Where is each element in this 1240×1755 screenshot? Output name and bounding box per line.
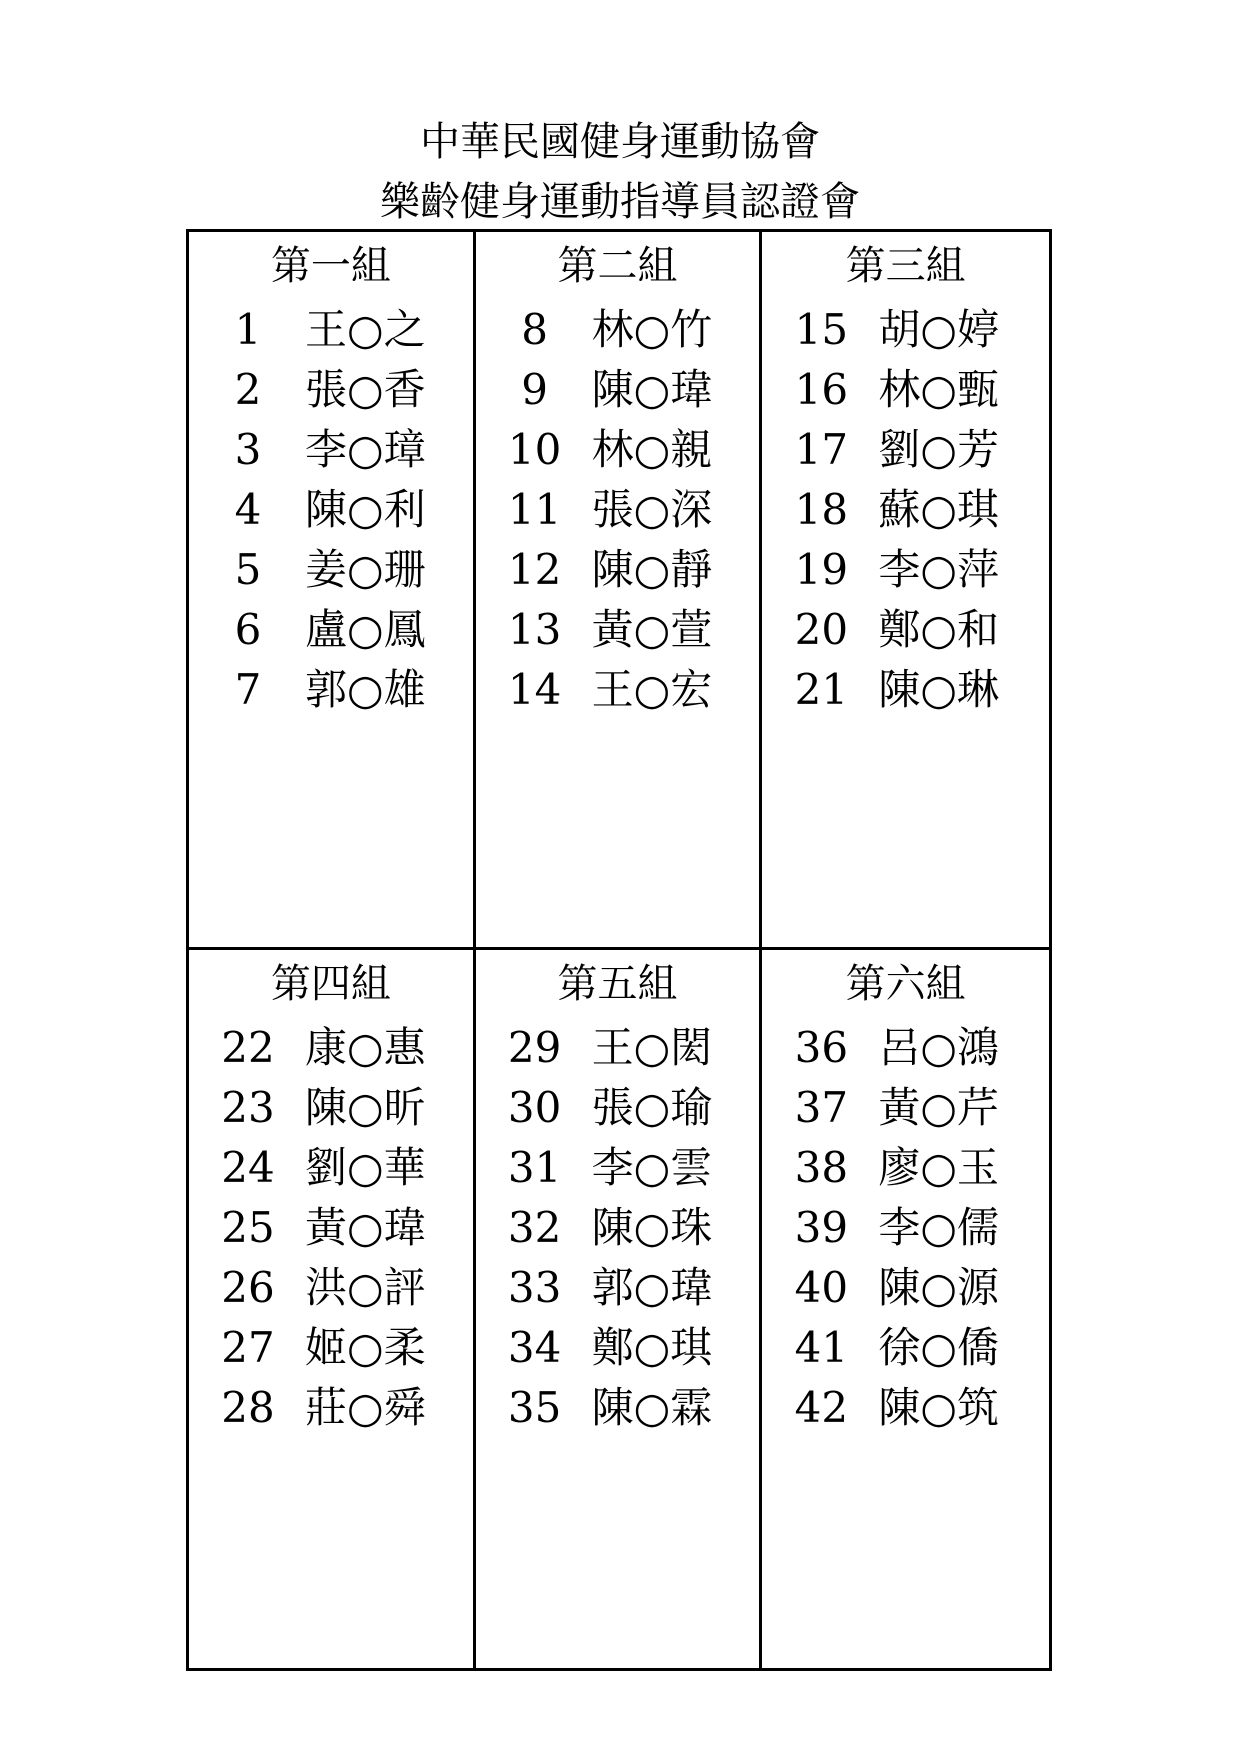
list-item: [189, 1258, 473, 1318]
group-cell-1: [189, 232, 476, 950]
list-item: [189, 480, 473, 540]
member-name: 郭○瑋: [591, 1263, 713, 1312]
member-number: 37: [794, 1083, 849, 1132]
member-name: 陳○利: [305, 485, 426, 534]
list-item: [189, 660, 473, 720]
member-number: 6: [234, 605, 262, 654]
group-cell-3: [762, 232, 1049, 950]
list-item: [189, 360, 473, 420]
member-number: 27: [221, 1323, 275, 1372]
member-number: 18: [794, 485, 849, 534]
list-item: [476, 1138, 760, 1198]
list-item: [762, 1378, 1049, 1438]
list-item: [762, 360, 1049, 420]
member-number: 42: [794, 1383, 849, 1432]
member-number: 25: [221, 1203, 275, 1252]
member-number: 33: [507, 1263, 562, 1312]
member-name: 李○萍: [878, 545, 999, 594]
list-item: [476, 660, 760, 720]
list-item: [476, 360, 760, 420]
member-list: [189, 1018, 473, 1438]
list-item: [189, 1018, 473, 1078]
group-name: 第四組: [270, 961, 391, 1007]
member-number: 16: [794, 365, 849, 414]
member-name: 劉○芳: [878, 425, 999, 474]
list-item: [476, 300, 760, 360]
member-name: 陳○霖: [591, 1383, 713, 1432]
list-item: [476, 1258, 760, 1318]
member-name: 鄭○和: [878, 605, 999, 654]
list-item: [762, 1138, 1049, 1198]
list-item: [189, 420, 473, 480]
list-item: [762, 1018, 1049, 1078]
member-name: 林○甄: [878, 365, 999, 414]
member-number: 32: [507, 1203, 562, 1252]
member-number: 1: [234, 305, 262, 354]
member-name: 姬○柔: [305, 1323, 426, 1372]
member-name: 姜○珊: [305, 545, 426, 594]
list-item: [762, 480, 1049, 540]
member-name: 陳○筑: [878, 1383, 999, 1432]
list-item: [762, 300, 1049, 360]
group-table: [186, 229, 1052, 1671]
list-item: [476, 600, 760, 660]
list-item: [476, 1018, 760, 1078]
member-list: [762, 300, 1049, 720]
list-item: [762, 1318, 1049, 1378]
list-item: [189, 1078, 473, 1138]
member-number: 29: [507, 1023, 562, 1072]
list-item: [762, 600, 1049, 660]
member-name: 黃○芹: [878, 1083, 999, 1132]
list-item: [762, 660, 1049, 720]
list-item: [189, 600, 473, 660]
member-number: 7: [234, 665, 262, 714]
member-number: 35: [507, 1383, 562, 1432]
member-number: 14: [507, 665, 562, 714]
member-name: 康○惠: [305, 1023, 426, 1072]
group-name: 第五組: [557, 961, 678, 1007]
member-number: 9: [521, 365, 549, 414]
member-number: 41: [794, 1323, 849, 1372]
member-number: 24: [221, 1143, 275, 1192]
list-item: [189, 1198, 473, 1258]
member-name: 林○親: [591, 425, 713, 474]
list-item: [476, 540, 760, 600]
member-number: 21: [794, 665, 849, 714]
member-number: 31: [507, 1143, 562, 1192]
list-item: [762, 420, 1049, 480]
member-name: 郭○雄: [305, 665, 426, 714]
member-number: 12: [507, 545, 562, 594]
member-number: 20: [794, 605, 849, 654]
member-name: 呂○鴻: [878, 1023, 999, 1072]
member-name: 陳○瑋: [591, 365, 713, 414]
list-item: [189, 1378, 473, 1438]
member-name: 徐○僑: [878, 1323, 999, 1372]
member-name: 李○雲: [591, 1143, 713, 1192]
member-name: 黃○瑋: [305, 1203, 426, 1252]
list-item: [476, 1078, 760, 1138]
member-list: [762, 1018, 1049, 1438]
member-name: 陳○源: [878, 1263, 999, 1312]
member-number: 11: [507, 485, 562, 534]
member-name: 張○深: [591, 485, 713, 534]
member-list: [476, 1018, 760, 1438]
member-name: 李○璋: [305, 425, 426, 474]
document-title: 中華民國健身運動協會: [420, 119, 820, 165]
member-name: 王○宏: [591, 665, 713, 714]
member-number: 34: [507, 1323, 562, 1372]
member-number: 2: [234, 365, 262, 414]
member-number: 28: [221, 1383, 275, 1432]
group-name: 第二組: [557, 243, 678, 289]
member-name: 廖○玉: [878, 1143, 999, 1192]
list-item: [189, 300, 473, 360]
list-item: [189, 540, 473, 600]
list-item: [476, 1198, 760, 1258]
member-number: 40: [794, 1263, 849, 1312]
list-item: [762, 1258, 1049, 1318]
group-name: 第三組: [845, 243, 966, 289]
member-name: 王○閎: [591, 1023, 713, 1072]
list-item: [189, 1138, 473, 1198]
member-number: 38: [794, 1143, 849, 1192]
member-name: 王○之: [305, 305, 426, 354]
member-number: 15: [794, 305, 849, 354]
member-name: 盧○鳳: [305, 605, 426, 654]
list-item: [762, 1198, 1049, 1258]
member-number: 17: [794, 425, 849, 474]
member-number: 23: [221, 1083, 275, 1132]
member-number: 3: [234, 425, 262, 474]
member-number: 10: [507, 425, 562, 474]
group-cell-4: [189, 950, 476, 1668]
member-name: 陳○昕: [305, 1083, 426, 1132]
group-name: 第一組: [270, 243, 391, 289]
list-item: [762, 540, 1049, 600]
document-subtitle: 樂齡健身運動指導員認證會: [380, 179, 860, 225]
list-item: [189, 1318, 473, 1378]
member-number: 5: [234, 545, 262, 594]
member-name: 張○香: [305, 365, 426, 414]
member-name: 陳○珠: [591, 1203, 713, 1252]
member-number: 4: [234, 485, 262, 534]
member-name: 蘇○琪: [878, 485, 999, 534]
member-name: 陳○琳: [878, 665, 999, 714]
member-list: [189, 300, 473, 720]
member-name: 胡○婷: [878, 305, 999, 354]
list-item: [762, 1078, 1049, 1138]
group-cell-6: [762, 950, 1049, 1668]
member-number: 36: [794, 1023, 849, 1072]
member-list: [476, 300, 760, 720]
member-number: 30: [507, 1083, 562, 1132]
member-number: 22: [221, 1023, 275, 1072]
member-name: 李○儒: [878, 1203, 999, 1252]
member-number: 8: [521, 305, 549, 354]
member-number: 13: [507, 605, 562, 654]
member-number: 19: [794, 545, 849, 594]
list-item: [476, 1378, 760, 1438]
member-name: 劉○華: [305, 1143, 426, 1192]
member-name: 林○竹: [591, 305, 713, 354]
member-name: 洪○評: [305, 1263, 426, 1312]
list-item: [476, 420, 760, 480]
member-name: 張○瑜: [591, 1083, 713, 1132]
member-name: 陳○靜: [591, 545, 713, 594]
member-name: 鄭○琪: [591, 1323, 713, 1372]
list-item: [476, 1318, 760, 1378]
member-name: 莊○舜: [305, 1383, 426, 1432]
member-name: 黃○萱: [591, 605, 713, 654]
group-cell-5: [476, 950, 763, 1668]
group-cell-2: [476, 232, 763, 950]
group-name: 第六組: [845, 961, 966, 1007]
list-item: [476, 480, 760, 540]
member-number: 39: [794, 1203, 849, 1252]
member-number: 26: [221, 1263, 275, 1312]
